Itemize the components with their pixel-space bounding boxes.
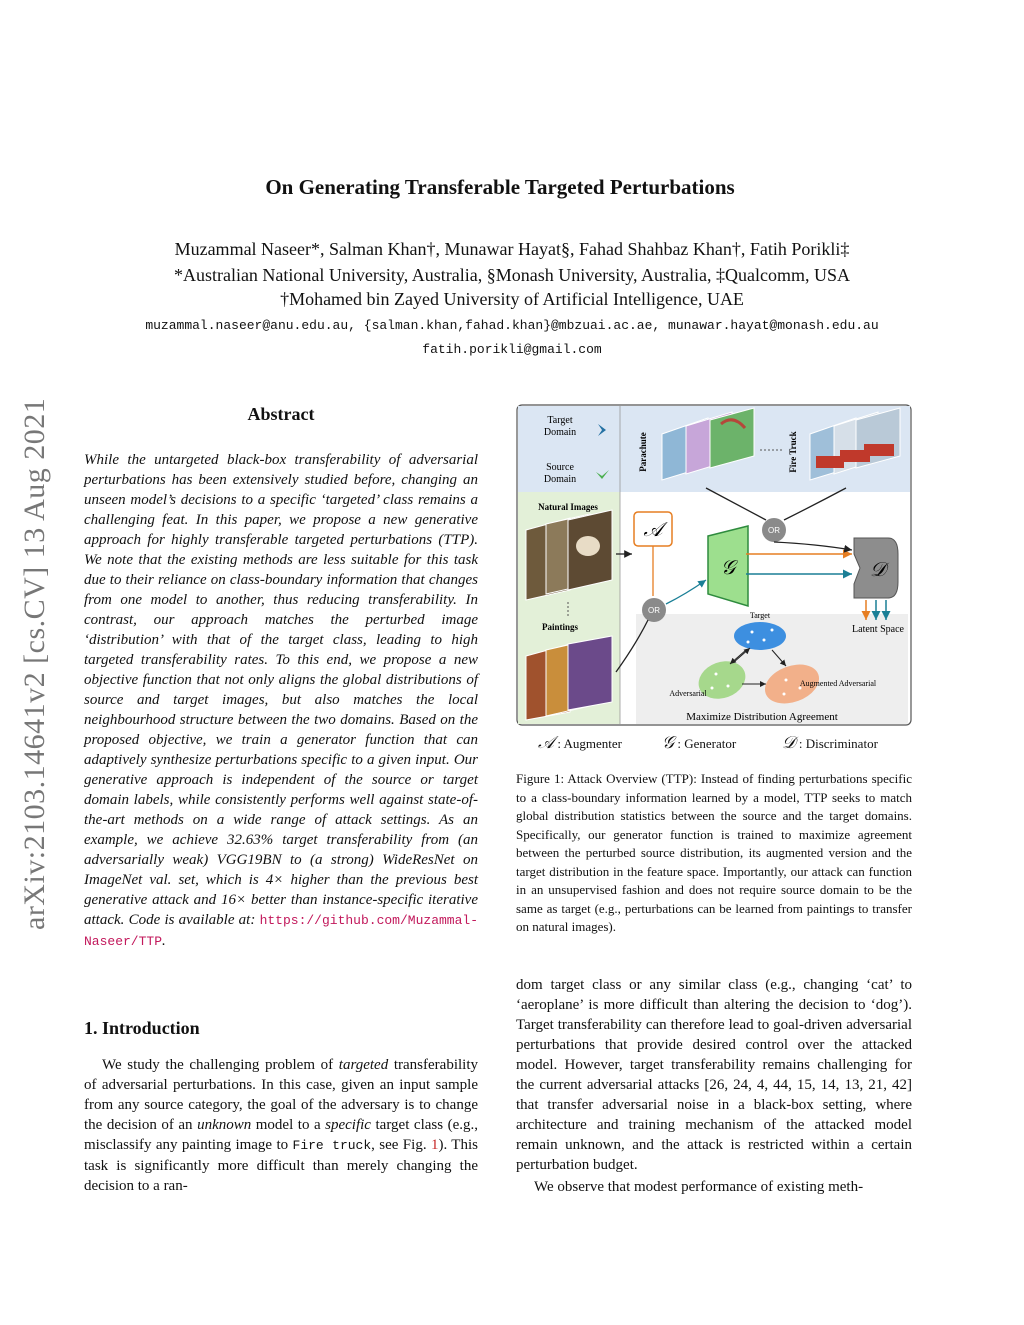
- abstract-heading: Abstract: [247, 404, 315, 424]
- or-label-top: OR: [768, 526, 780, 535]
- affiliation-line-2: †Mohamed bin Zayed University of Artificial Intelligence, UAE: [280, 289, 744, 309]
- introduction-heading: 1. Introduction: [84, 1018, 200, 1038]
- paper-title: On Generating Transferable Targeted Perturbations: [265, 175, 735, 199]
- fire-truck-label: Fire Truck: [788, 431, 798, 473]
- intro-emph: targeted: [338, 1057, 389, 1073]
- natural-images-label: Natural Images: [538, 502, 598, 512]
- generator-symbol: 𝒢: [662, 733, 675, 753]
- author-emails-2: fatih.porikli@gmail.com: [422, 342, 602, 357]
- augmenter-symbol: 𝒜: [643, 517, 663, 541]
- maximize-agreement-label: Maximize Distribution Agreement: [686, 711, 838, 723]
- affiliation-line-1: *Australian National University, Australia, §Monash University, Australia, ‡Qualcomm, USA: [173, 265, 851, 285]
- or-label-left: OR: [648, 606, 660, 615]
- discriminator-symbol: 𝒟: [782, 733, 796, 753]
- code-link[interactable]: https://github.com/Muzammal-Naseer/TTP: [84, 913, 478, 949]
- intro-text: We study the challenging problem of: [102, 1057, 339, 1073]
- arxiv-sidebar-id: arXiv:2103.14641v2 [cs.CV] 13 Aug 2021: [18, 397, 51, 930]
- intro-text: transferability of adversarial perturbations. In this case, given an input sample from any source category, the goal of the adversary is to change the decision of an: [84, 1057, 478, 1133]
- author-list: Muzammal Naseer*, Salman Khan†, Munawar Hayat§, Fahad Shahbaz Khan†, Fatih Porikli‡: [174, 239, 850, 259]
- figure-1-diagram: [516, 404, 912, 728]
- intro-text: target class (e.g., misclassify any painting image to: [84, 1117, 478, 1153]
- intro-paragraph: [84, 1055, 478, 1196]
- discriminator-symbol: 𝒟: [870, 557, 886, 581]
- target-domain-label: Target Domain: [543, 415, 577, 438]
- target-distribution: [734, 622, 786, 650]
- class-name-code: Fire truck: [292, 1138, 372, 1153]
- legend-discriminator: [782, 733, 878, 753]
- augmented-adversarial-label: Augmented Adversarial: [799, 679, 877, 688]
- generator-symbol: 𝒢: [720, 555, 736, 579]
- figure-ref-link[interactable]: 1: [430, 1137, 439, 1153]
- parachute-label: Parachute: [638, 432, 648, 472]
- legend-text: : Augmenter: [557, 736, 622, 751]
- right-column-paragraph-1: dom target class or any similar class (e.g., changing ‘cat’ to ‘aeroplane’ is more difficult than altering the decision to ‘dog’). Target transferability can therefore lead to goal-driven adversarial perturbations that provide desired control over the attacked model. However, target transferability remains challenging for the current adversarial attacks [26, 24, 4, 44, 15, 14, 13, 21, 42] that transfer adversarial noise in a black-box setting, where architecture and training mechanism of the attacked model remain unknown, and the attack is restricted within a certain perturbation budget.: [516, 977, 912, 1173]
- latent-space-label: Latent Space: [852, 624, 904, 635]
- paintings-label: Paintings: [542, 622, 579, 632]
- abstract-body: While the untargeted black-box transferability of adversarial perturbations has been extensively studied before, changing an unseen model’s decisions to a specific ‘targeted’ class remains a challenging feat. In this paper, we propose a new generative approach for highly transferable targeted perturbations (TTP). We note that the existing methods are less suitable for this task due to their reliance on class-boundary information that changes from one model to another, thus reducing transferability. In contrast, our approach matches the perturbed image ‘distribution’ with that of the target class, leading to high targeted transferability rates. To this end, we propose a new objective function that not only aligns the global distributions of source and target images, but also matches the local neighbourhood structure between the two domains. Based on the proposed objective, we train a generator function that can adaptively synthesize perturbations specific to a given input. Our generative approach is independent of the source or target domain labels, while consistently performs well against state-of-the-art methods on a wide range of attack settings. As an example, we achieve 32.63% target transferability from (an adversarially weak) VGG19BN to (a strong) WideResNet on ImageNet val. set, which is 4× higher than the previous best generative attack and 16× better than instance-specific iterative attack. Code is available at: https://github.com/Muzammal-Naseer/TTP.: [84, 452, 478, 949]
- abstract-text: While the untargeted black-box transferability of adversarial perturbations has been extensively studied before, changing an unseen model’s decisions to a specific ‘targeted’ class remains a challenging feat. In this paper, we propose a new generative approach for highly transferable targeted perturbations (TTP). We note that the existing methods are less suitable for this task due to their reliance on class-boundary information that changes from one model to another, thus reducing transferability. In contrast, our approach matches the perturbed image ‘distribution’ with that of the target class, leading to high targeted transferability rates. To this end, we propose a new objective function that not only aligns the global distributions of source and target images, but also matches the local neighbourhood structure between the two domains. Based on the proposed objective, we train a generator function that can adaptively synthesize perturbations specific to a given input. Our generative approach is independent of the source or target domain labels, while consistently performs well against state-of-the-art methods on a wide range of attack settings. As an example, we achieve 32.63% target transferability from (an adversarially weak) VGG19BN to (a strong) WideResNet on ImageNet val. set, which is 4× higher than the previous best generative attack and 16× better than instance-specific iterative attack. Code is available at:: [84, 452, 478, 928]
- target-label: Target: [749, 611, 771, 620]
- intro-text: model to a: [251, 1117, 326, 1133]
- intro-emph: specific: [325, 1117, 371, 1133]
- author-emails-1: muzammal.naseer@anu.edu.au, {salman.khan,fahad.khan}@mbzuai.ac.ae, munawar.hayat@monash.edu.au: [145, 318, 879, 333]
- legend-text: : Generator: [677, 736, 737, 751]
- legend-text: : Discriminator: [798, 736, 878, 751]
- intro-emph: unknown: [197, 1117, 252, 1133]
- adversarial-label: Adversarial: [669, 689, 707, 698]
- legend-generator: [662, 733, 736, 753]
- figure-1-caption: Figure 1: Attack Overview (TTP): Instead of finding perturbations specific to a class-boundary information learned by a model, TTP seeks to match global distribution statistics between the source and the target domains. Specifically, our generator function is trained to maximize agreement between the perturbed source distribution, its augmented version and the target distribution in the feature space. Importantly, our attack can function in an unsupervised fashion and does not require source domain to be the same as target (e.g., perturbations can be learned from paintings to transfer on natural images).: [516, 771, 912, 934]
- augmenter-symbol: 𝒜: [538, 733, 555, 753]
- legend-augmenter: [538, 733, 622, 753]
- source-domain-label: Source Domain: [543, 462, 577, 485]
- intro-text: , see Fig.: [371, 1137, 431, 1153]
- right-column-paragraph-2: We observe that modest performance of existing meth-: [534, 1179, 864, 1195]
- intro-text: ). This task is significantly more difficult than merely changing the decision to a ran-: [84, 1137, 478, 1194]
